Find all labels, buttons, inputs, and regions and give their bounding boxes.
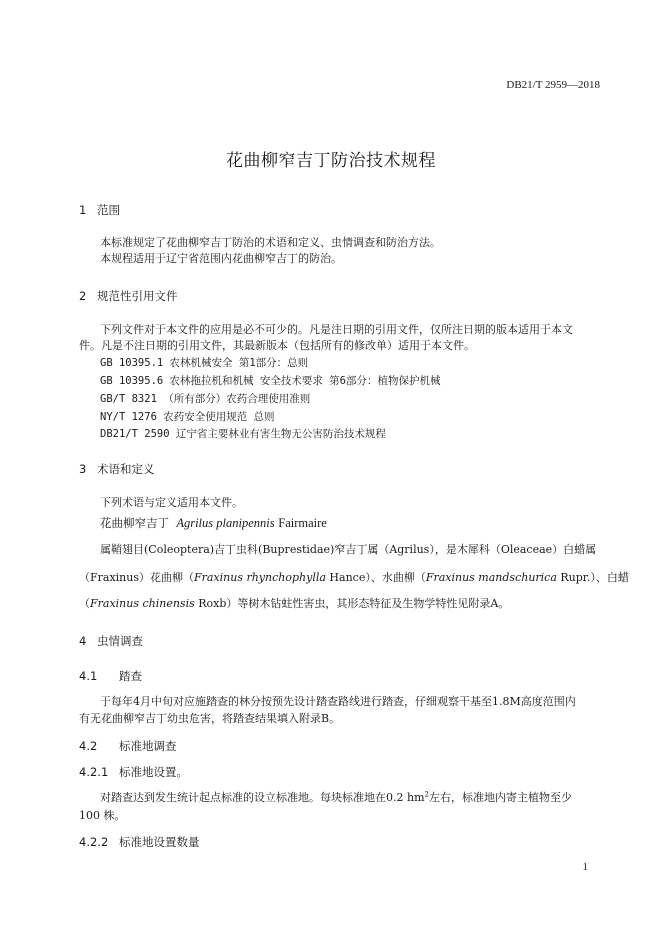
- section-number: 4.2: [79, 739, 98, 753]
- text: Rupr.）、白蜡: [556, 571, 629, 584]
- paragraph-line: 本规程适用于辽宁省范围内花曲柳窄吉丁的防治。: [100, 252, 342, 265]
- latin-name: Fraxinus chinensis: [90, 597, 195, 610]
- paragraph-line: 下列术语与定义适用本文件。: [100, 496, 243, 509]
- text: Hance）、水曲柳（: [325, 571, 426, 584]
- reference-item: NY/T 1276 农药安全使用规范 总则: [100, 411, 275, 423]
- definition-line: 属鞘翅目(Coleoptera)吉丁虫科(Buprestidae)窄吉丁属（Agrilus），是木犀科（Oleaceae）白蜡属: [100, 543, 597, 556]
- latin-name: Fraxinus mandschurica: [425, 571, 557, 584]
- section-number: 4.2.2: [79, 835, 109, 849]
- subsection-4-2-heading: [79, 738, 177, 754]
- page-number: 1: [582, 861, 588, 873]
- subsection-4-1-heading: [79, 668, 142, 684]
- paragraph-line: 于每年4月中旬对应施踏查的林分按预先设计踏查路线进行踏查，仔细观察干基至1.8M高度范围内: [100, 695, 576, 708]
- section-number: 4: [79, 634, 87, 648]
- section-title: 标准地设置数量: [119, 835, 200, 849]
- section-title: 范围: [97, 203, 120, 217]
- superscript: 2: [424, 790, 429, 799]
- section-1-heading: [79, 202, 120, 218]
- reference-item: GB 10395.6 农林拖拉机和机械 安全技术要求 第6部分：植物保护机械: [100, 375, 441, 387]
- section-number: 1: [79, 203, 87, 217]
- document-title: 花曲柳窄吉丁防治技术规程: [226, 151, 436, 171]
- section-title: 踏查: [119, 669, 142, 683]
- reference-item: GB/T 8321 （所有部分）农药合理使用准则: [100, 393, 311, 405]
- standard-code: DB21/T 2959—2018: [506, 79, 600, 91]
- paragraph-line: 100 株。: [79, 809, 126, 822]
- subsection-4-2-2-heading: [79, 834, 200, 850]
- subsection-4-2-1-heading: [79, 764, 188, 780]
- section-title: 术语和定义: [97, 462, 155, 476]
- text: （Fraxinus）花曲柳（: [79, 571, 194, 584]
- term-author: Fairmaire: [278, 516, 327, 530]
- section-title: 标准地设置。: [119, 765, 188, 779]
- reference-item: DB21/T 2590 辽宁省主要林业有害生物无公害防治技术规程: [100, 428, 386, 440]
- section-number: 4.2.1: [79, 765, 109, 779]
- paragraph-line: 下列文件对于本文件的应用是必不可少的。凡是注日期的引用文件，仅所注日期的版本适用于本文: [100, 323, 573, 336]
- section-3-heading: [79, 461, 155, 477]
- latin-name: Fraxinus rhynchophylla: [193, 571, 326, 584]
- section-4-heading: [79, 633, 143, 649]
- section-number: 2: [79, 289, 87, 303]
- term-chinese: 花曲柳窄吉丁: [100, 516, 169, 530]
- paragraph-line: [100, 790, 572, 806]
- reference-item: GB 10395.1 农林机械安全 第1部分：总则: [100, 357, 309, 369]
- text: 左右，标准地内寄主植物至少: [428, 791, 572, 804]
- section-number: 3: [79, 462, 87, 476]
- term-latin: Agrilus planipennis: [176, 516, 275, 530]
- section-2-heading: [79, 288, 178, 304]
- section-title: 标准地调查: [119, 739, 177, 753]
- paragraph-line: 有无花曲柳窄吉丁幼虫危害，将踏查结果填入附录B。: [79, 712, 341, 725]
- definition-line: [79, 570, 629, 586]
- definition-line: [79, 596, 509, 612]
- paragraph-line: 件。凡是不注日期的引用文件，其最新版本（包括所有的修改单）适用于本文件。: [79, 339, 475, 352]
- section-number: 4.1: [79, 669, 98, 683]
- term-entry: [100, 515, 327, 531]
- paragraph-line: 本标准规定了花曲柳窄吉丁防治的术语和定义、虫情调查和防治方法。: [100, 236, 441, 249]
- text: （: [79, 597, 90, 610]
- section-title: 虫情调查: [97, 634, 143, 648]
- text: Roxb）等树木钻蛀性害虫，其形态特征及生物学特性见附录A。: [194, 597, 510, 610]
- text: 对踏查达到发生统计起点标准的设立标准地。每块标准地在0.2 hm: [100, 791, 425, 804]
- section-title: 规范性引用文件: [97, 289, 178, 303]
